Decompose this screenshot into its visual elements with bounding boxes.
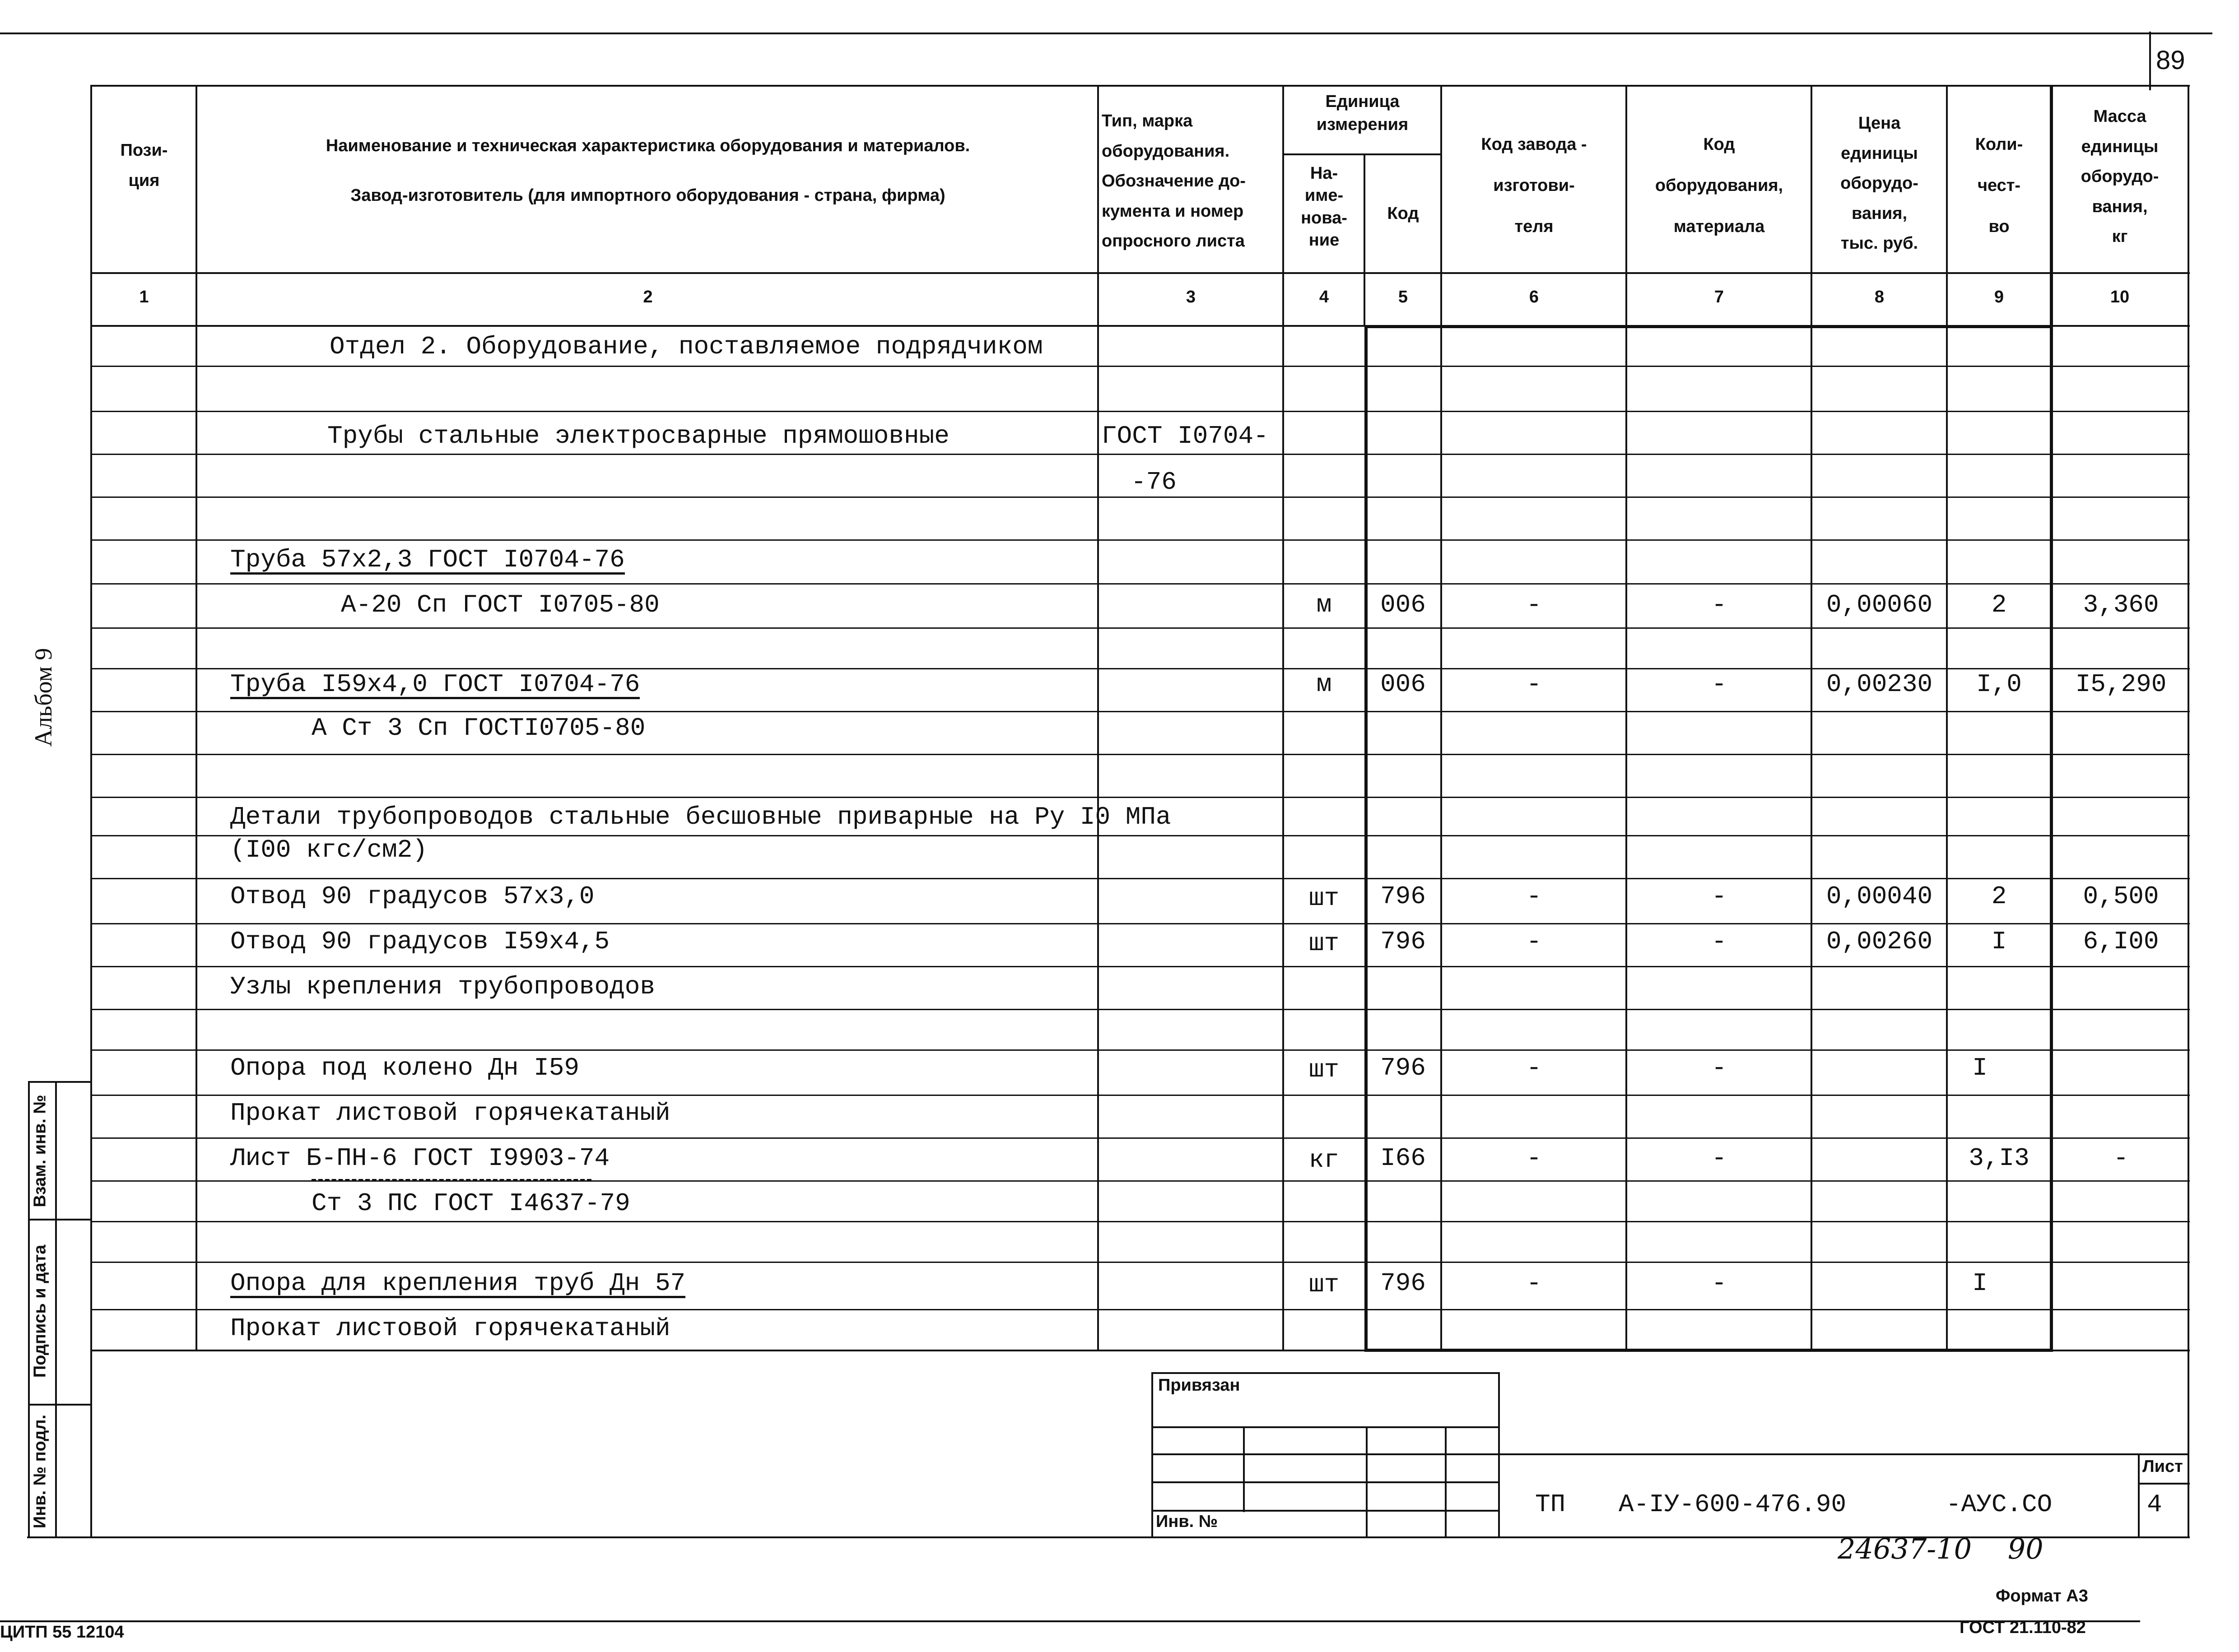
header-factory-code: Код завода - изготови- теля	[1481, 135, 1587, 237]
row-equip: -	[1711, 927, 1727, 956]
col-number-10: 10	[2110, 288, 2130, 306]
header-equipment-code: Код оборудования, материала	[1655, 135, 1783, 237]
row-type: -76	[1131, 468, 1177, 497]
col-number-3: 3	[1186, 288, 1196, 306]
header-name-line1: Наименование и техническая характеристика оборудования и материалов.	[326, 136, 970, 155]
row-name: Труба 57х2,3 ГОСТ I0704-76	[230, 545, 625, 574]
row-factory: -	[1526, 1144, 1542, 1173]
row-factory: -	[1526, 1269, 1542, 1298]
row-name: Прокат листовой горячекатаный	[230, 1314, 670, 1343]
row-name: Трубы стальные электросварные прямошовные	[327, 422, 950, 450]
col-number-2: 2	[643, 288, 653, 306]
row-price: 0,00060	[1826, 590, 1933, 619]
header-price: Цена единицы оборудо- вания, тыс. руб.	[1840, 114, 1918, 253]
row-unit: м	[1316, 670, 1332, 699]
row-qty: I	[1991, 927, 2007, 956]
row-unit: шт	[1308, 884, 1340, 913]
row-name: Опора под колено Дн I59	[230, 1053, 579, 1082]
title-sheet-label: Лист	[2142, 1457, 2183, 1476]
row-qty: 2	[1991, 590, 2007, 619]
row-factory: -	[1526, 1053, 1542, 1082]
header-unit-name: На- име- нова- ние	[1301, 164, 1347, 250]
row-unit: шт	[1308, 929, 1340, 958]
row-code: 006	[1380, 670, 1426, 699]
row-mass: 3,360	[2083, 590, 2159, 619]
stamp-inv-podl: Инв. № подл.	[30, 1414, 50, 1529]
gost-label: ГОСТ 21.110-82	[1960, 1618, 2086, 1637]
stamp-podpis-data: Подпись и дата	[30, 1244, 50, 1378]
row-qty: I	[1972, 1269, 1988, 1298]
row-name: Отвод 90 градусов 57х3,0	[230, 882, 595, 911]
row-price: 0,00230	[1826, 670, 1933, 699]
row-factory: -	[1526, 927, 1542, 956]
col-number-7: 7	[1714, 288, 1724, 306]
row-qty: 2	[1991, 882, 2007, 911]
row-equip: -	[1711, 590, 1727, 619]
row-name: А Ст 3 Сп ГОСТI0705-80	[312, 714, 646, 742]
title-suffix: -АУС.СО	[1946, 1490, 2053, 1519]
row-mass: 6,I00	[2083, 927, 2159, 956]
col-number-9: 9	[1994, 288, 2004, 306]
row-mass: -	[2113, 1144, 2129, 1173]
row-code: 796	[1380, 1269, 1426, 1298]
col-number-8: 8	[1874, 288, 1885, 306]
row-name: Прокат листовой горячекатаный	[230, 1099, 670, 1128]
row-unit: м	[1316, 590, 1332, 619]
title-designation: А-IУ-600-476.90	[1619, 1490, 1847, 1519]
row-code: 796	[1380, 882, 1426, 911]
header-position: Пози- ция	[120, 141, 168, 190]
row-unit: шт	[1308, 1055, 1340, 1084]
col-number-6: 6	[1529, 288, 1539, 306]
row-section-title: Отдел 2. Оборудование, поставляемое подрядчиком	[330, 332, 1043, 361]
col-number-5: 5	[1398, 288, 1408, 306]
row-equip: -	[1711, 882, 1727, 911]
row-qty: 3,I3	[1969, 1144, 2030, 1173]
row-unit: шт	[1308, 1270, 1340, 1299]
page-number: 89	[2156, 46, 2185, 75]
header-quantity: Коли- чест- во	[1975, 135, 2023, 237]
row-name: Отвод 90 градусов I59х4,5	[230, 927, 610, 956]
col-number-4: 4	[1319, 288, 1329, 306]
citp-label: ЦИТП 55 12104	[0, 1623, 124, 1642]
row-code: 796	[1380, 1053, 1426, 1082]
row-type: ГОСТ I0704-	[1102, 422, 1269, 450]
header-mass: Масса единицы оборудо- вания, кг	[2081, 107, 2159, 246]
album-label: Альбом 9	[30, 648, 57, 747]
row-price: 0,00260	[1826, 927, 1933, 956]
row-name: А-20 Сп ГОСТ I0705-80	[341, 590, 660, 619]
row-name: Детали трубопроводов стальные бесшовные приварные на Ру I0 МПа	[230, 803, 1171, 831]
row-name: Ст 3 ПС ГОСТ I4637-79	[312, 1189, 630, 1218]
col-number-1: 1	[139, 288, 149, 306]
row-code: 796	[1380, 927, 1426, 956]
handwritten-number: 24637-10 90	[1838, 1532, 2043, 1565]
header-unit-group: Единица измерения	[1316, 92, 1409, 135]
row-code: I66	[1380, 1144, 1426, 1173]
row-name: Узлы крепления трубопроводов	[230, 972, 655, 1001]
row-mass: I5,290	[2075, 670, 2167, 699]
row-equip: -	[1711, 1144, 1727, 1173]
title-inv-no: Инв. №	[1156, 1512, 1218, 1531]
header-name-line2: Завод-изготовитель (для импортного оборудования - страна, фирма)	[350, 186, 945, 205]
row-name: Лист Б-ПН-6 ГОСТ I9903-74	[230, 1144, 610, 1173]
row-factory: -	[1526, 590, 1542, 619]
header-unit-code: Код	[1387, 204, 1419, 223]
title-sheet-number: 4	[2147, 1490, 2162, 1519]
row-name: Опора для крепления труб Дн 57	[230, 1269, 686, 1298]
row-equip: -	[1711, 670, 1727, 699]
row-qty: I,0	[1976, 670, 2022, 699]
row-price: 0,00040	[1826, 882, 1933, 911]
row-name: Труба I59х4,0 ГОСТ I0704-76	[230, 670, 640, 699]
stamp-vzam-inv: Взам. инв. №	[30, 1095, 50, 1207]
row-equip: -	[1711, 1269, 1727, 1298]
format-label: Формат А3	[1996, 1587, 2088, 1606]
row-unit: кг	[1308, 1146, 1340, 1174]
header-type: Тип, марка оборудования. Обозначение до- кумента и номер опросного листа	[1102, 111, 1246, 251]
row-code: 006	[1380, 590, 1426, 619]
row-factory: -	[1526, 670, 1542, 699]
row-name: (I00 кгс/см2)	[230, 835, 428, 864]
row-mass: 0,500	[2083, 882, 2159, 911]
title-privyazan: Привязан	[1158, 1376, 1240, 1395]
title-tp: ТП	[1535, 1490, 1566, 1519]
row-equip: -	[1711, 1053, 1727, 1082]
row-qty: I	[1972, 1053, 1988, 1082]
row-factory: -	[1526, 882, 1542, 911]
